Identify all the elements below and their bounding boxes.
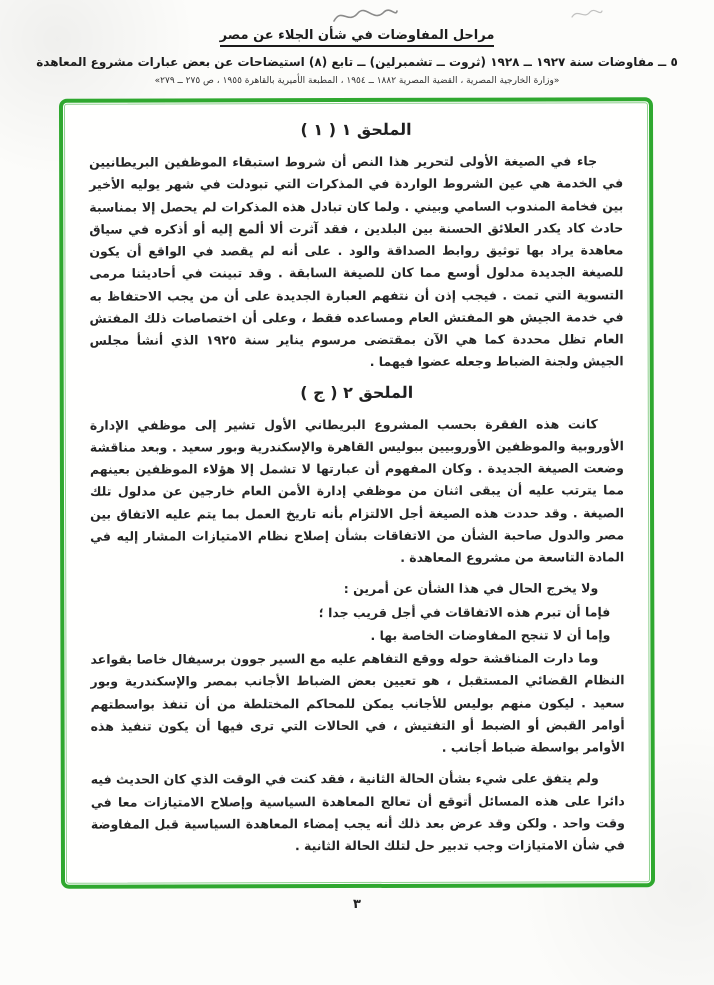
annex-2-heading: الملحق ٢ ( ج ): [300, 382, 414, 402]
alternative-item-1: فإما أن تبرم هذه الاتفاقات في أجل قريب جدا ؛: [318, 603, 611, 620]
annex-2-paragraph-2: وما دارت المناقشة حوله ووقع التفاهم عليه مع السير جوون برسيفال خاصا بقواعد النظام القضائي المستقبل ، هو تعيين بعض الضباط الأجانب بمصر والإسكندرية وبور سعيد . ليكون منهم بوليس للأجانب يمكن للمحاكم المختلطة من أن تنفذ بواسطتهم أوامر القبض أو الضبط أو التفتيش ، في الحالات التي ترى فيها أن يكون تنفيذ هذه الأوامر بواسطة ضباط أجانب .: [90, 650, 625, 755]
document-frame: [59, 97, 655, 889]
annex-1-heading: الملحق ١ ( ١ ): [300, 119, 412, 140]
annex-2-paragraph-3: ولم يتفق على شيء بشأن الحالة الثانية ، فقد كنت في الوقت الذي كان الحديث فيه دائرا على هذه المسائل أتوقع أن تعالج المعاهدة السياسية وإصلاح الامتيازات معا في وقت واحد . ولكن وقد عرض بعد ذلك أنه يجب إمضاء المعاهدة السياسية قبل المفاوضة في شأن الامتيازات وجب تدبير حل لتلك الحالة الثانية .: [90, 770, 625, 854]
alternative-item-2: وإما أن لا تنجح المفاوضات الخاصة بها .: [370, 627, 611, 643]
page-subtitle: ٥ ــ مفاوضات سنة ١٩٢٧ ــ ١٩٢٨ (ثروت ــ تشمبرلين) ــ تابع (٨) استيضاحات عن بعض عبارات مشروع المعاهدة: [36, 55, 678, 69]
handwritten-mark: [330, 3, 400, 29]
annex-1-paragraph: جاء في الصيغة الأولى لتحرير هذا النص أن شروط استبقاء الموظفين البريطانيين في الخدمة هي عين الشروط الواردة في المذكرات التي تبودلت في شهر يوليه الأخير بين فخامة المندوب السامي وبيني . ولما كان تبادل هذه المذكرات لم يحصل إلا بمناسبة حادث كاد يكدر العلائق الحسنة بين البلدين ، فقد آثرت ألا ألمع إليه أو أذكره في سياق معاهدة يراد بها توثيق روابط الصداقة والود . على أنه لم يقصد في الواقع أن يكون للصيغة الجديدة مدلول أوسع مما كان للصيغة السابقة . وقد تبينت في أحاديثنا مرمى التسوية التي تمت . فيجب إذن أن نتفهم العبارة الجديدة على أن من يجب الاحتفاظ به في خدمة الجيش هو المفتش العام ومساعده فقط ، وعلى أن اختصاصات ذلك المفتش العام تظل محددة كما هي الآن بمقتضى مرسوم يناير سنة ١٩٢٥ الذي أنشأ مجلس الجيش ولجنة الضباط وجعله عضوا فيهما .: [89, 153, 624, 370]
alternatives-intro: ولا يخرج الحال في هذا الشأن عن أمرين :: [343, 580, 599, 597]
annex-2-paragraph-1: كانت هذه الفقرة بحسب المشروع البريطاني الأول تشير إلى موظفي الإدارة الأوروبية والموظفين الأوروبيين ببوليس القاهرة والإسكندرية وبور سعيد . وبعد مناقشة وضعت الصيغة الجديدة . وكان المفهوم أن عبارتها لا تشمل إلا هؤلاء الموظفين بعينهم مما يترتب عليه أن يبقى اثنان من موظفي إدارة الأمن العام خارجين عن مدلول تلك الصيغة . وقد حددت هذه الصيغة أجل الالتزام بأنه تاريخ العمل بما يتم عليه الاتفاق بين مصر والدول صاحبة الشأن من الاتفاقات بشأن إصلاح نظام الامتيازات المشار إليه في المادة التاسعة من مشروع المعاهدة .: [89, 415, 625, 565]
page-title: مراحل المفاوضات في شأن الجلاء عن مصر: [220, 28, 495, 47]
handwritten-mark-small: [570, 6, 604, 22]
page-number: ٣: [353, 897, 361, 913]
source-citation: «وزارة الخارجية المصرية ، القضية المصرية ١٨٨٢ ــ ١٩٥٤ ، المطبعة الأميرية بالقاهرة ١٩٥٥ ، ص ٢٧٥ ــ ٢٧٩»: [154, 76, 560, 86]
